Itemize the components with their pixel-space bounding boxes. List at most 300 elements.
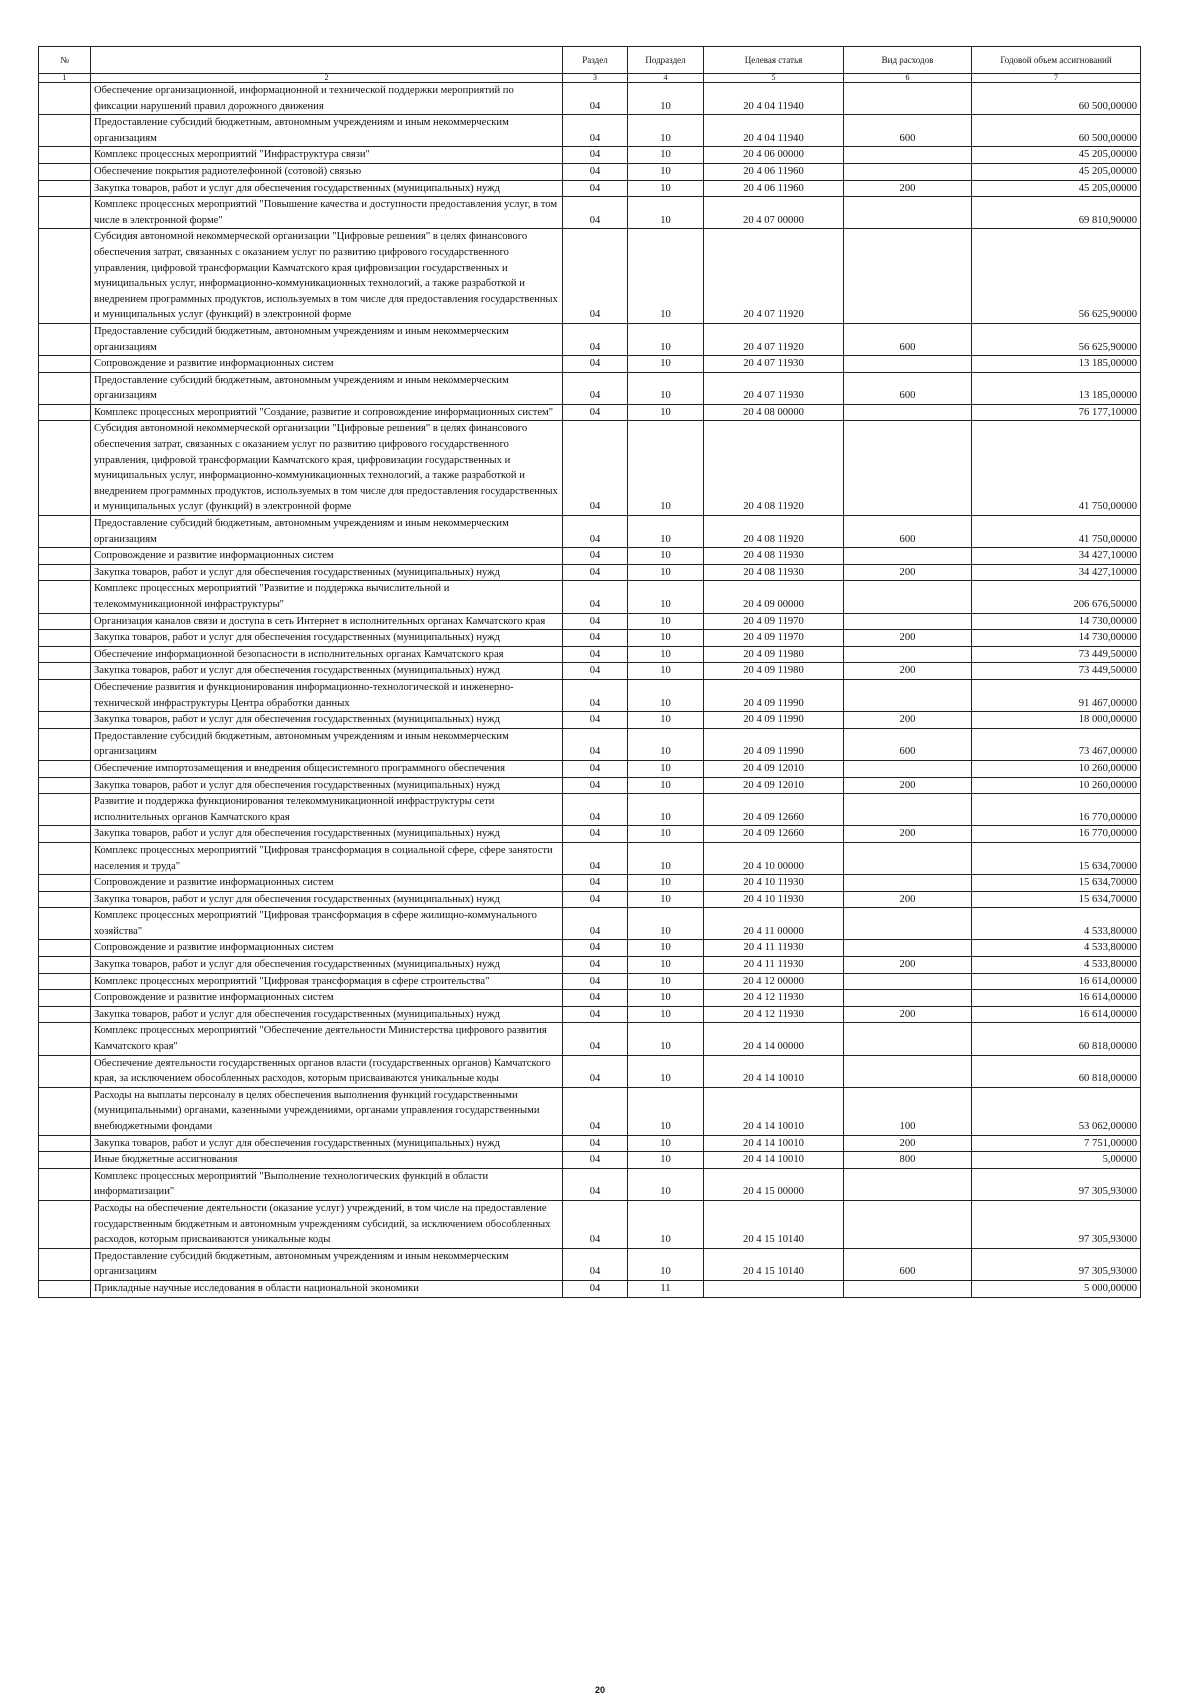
row-expense-type-cell: 200: [844, 712, 972, 729]
row-amount-cell: 34 427,10000: [972, 564, 1141, 581]
row-name-cell: Закупка товаров, работ и услуг для обеспечения государственных (муниципальных) нужд: [91, 1135, 563, 1152]
row-amount-cell: 60 500,00000: [972, 115, 1141, 147]
row-expense-type-cell: 200: [844, 1135, 972, 1152]
row-section-cell: 04: [563, 940, 628, 957]
row-target-cell: 20 4 11 11930: [704, 940, 844, 957]
header-expense-type: Вид расходов: [844, 47, 972, 74]
row-section-cell: 04: [563, 404, 628, 421]
row-amount-cell: 76 177,10000: [972, 404, 1141, 421]
column-number: 4: [628, 74, 704, 83]
column-number: 2: [91, 74, 563, 83]
row-target-cell: 20 4 06 00000: [704, 147, 844, 164]
row-number-cell: [39, 1248, 91, 1280]
row-target-cell: 20 4 09 11970: [704, 613, 844, 630]
row-name-cell: Обеспечение покрытия радиотелефонной (сотовой) связью: [91, 163, 563, 180]
row-expense-type-cell: [844, 581, 972, 613]
row-section-cell: 04: [563, 728, 628, 760]
row-number-cell: [39, 1135, 91, 1152]
row-target-cell: 20 4 10 11930: [704, 875, 844, 892]
table-row: [39, 891, 1141, 908]
row-section-cell: 04: [563, 1087, 628, 1135]
row-amount-cell: 60 818,00000: [972, 1023, 1141, 1055]
row-number-cell: [39, 83, 91, 115]
table-row: [39, 581, 1141, 613]
table-row: [39, 372, 1141, 404]
row-number-cell: [39, 679, 91, 711]
row-subsection-cell: 10: [628, 180, 704, 197]
row-number-cell: [39, 613, 91, 630]
table-row: [39, 1152, 1141, 1169]
row-name-cell: Закупка товаров, работ и услуг для обеспечения государственных (муниципальных) нужд: [91, 826, 563, 843]
row-subsection-cell: 10: [628, 147, 704, 164]
row-subsection-cell: 10: [628, 1248, 704, 1280]
row-name-cell: Развитие и поддержка функционирования телекоммуникационной инфраструктуры сети исполнительных органов Камчатского края: [91, 794, 563, 826]
row-amount-cell: 41 750,00000: [972, 516, 1141, 548]
row-number-cell: [39, 760, 91, 777]
row-target-cell: 20 4 12 11930: [704, 990, 844, 1007]
page-number: 20: [594, 1685, 605, 1695]
row-section-cell: 04: [563, 163, 628, 180]
row-section-cell: 04: [563, 1168, 628, 1200]
row-name-cell: Предоставление субсидий бюджетным, автономным учреждениям и иным некоммерческим организациям: [91, 1248, 563, 1280]
row-target-cell: 20 4 09 11970: [704, 630, 844, 647]
row-target-cell: 20 4 09 11990: [704, 712, 844, 729]
row-number-cell: [39, 163, 91, 180]
row-amount-cell: 4 533,80000: [972, 957, 1141, 974]
row-subsection-cell: 10: [628, 777, 704, 794]
row-amount-cell: 15 634,70000: [972, 891, 1141, 908]
row-subsection-cell: 10: [628, 1055, 704, 1087]
table-row: [39, 794, 1141, 826]
row-target-cell: 20 4 14 10010: [704, 1087, 844, 1135]
row-section-cell: 04: [563, 679, 628, 711]
row-target-cell: 20 4 14 10010: [704, 1152, 844, 1169]
row-section-cell: 04: [563, 891, 628, 908]
row-amount-cell: 73 449,50000: [972, 663, 1141, 680]
row-subsection-cell: 10: [628, 875, 704, 892]
row-name-cell: Закупка товаров, работ и услуг для обеспечения государственных (муниципальных) нужд: [91, 777, 563, 794]
row-subsection-cell: 10: [628, 548, 704, 565]
row-subsection-cell: 10: [628, 990, 704, 1007]
row-number-cell: [39, 940, 91, 957]
row-amount-cell: 16 614,00000: [972, 1006, 1141, 1023]
row-target-cell: 20 4 04 11940: [704, 83, 844, 115]
row-number-cell: [39, 564, 91, 581]
header-row: [39, 47, 1141, 74]
header-section: Раздел: [563, 47, 628, 74]
row-name-cell: Комплекс процессных мероприятий "Инфраструктура связи": [91, 147, 563, 164]
row-target-cell: 20 4 10 00000: [704, 842, 844, 874]
row-expense-type-cell: [844, 990, 972, 1007]
row-section-cell: 04: [563, 1055, 628, 1087]
row-amount-cell: 60 818,00000: [972, 1055, 1141, 1087]
row-expense-type-cell: 600: [844, 115, 972, 147]
row-subsection-cell: 10: [628, 516, 704, 548]
table-row: [39, 679, 1141, 711]
row-subsection-cell: 10: [628, 842, 704, 874]
row-subsection-cell: 10: [628, 115, 704, 147]
row-amount-cell: 4 533,80000: [972, 908, 1141, 940]
row-number-cell: [39, 1168, 91, 1200]
row-expense-type-cell: [844, 197, 972, 229]
table-row: [39, 777, 1141, 794]
row-expense-type-cell: 200: [844, 957, 972, 974]
table-row: [39, 940, 1141, 957]
row-name-cell: Обеспечение организационной, информационной и технической поддержки мероприятий по фиксации нарушений правил дорожного движения: [91, 83, 563, 115]
budget-table: [38, 46, 1141, 1298]
row-subsection-cell: 10: [628, 630, 704, 647]
row-amount-cell: 97 305,93000: [972, 1248, 1141, 1280]
row-section-cell: 04: [563, 794, 628, 826]
row-name-cell: Комплекс процессных мероприятий "Выполнение технологических функций в области информатизации": [91, 1168, 563, 1200]
header-subsection: Подраздел: [628, 47, 704, 74]
table-row: [39, 147, 1141, 164]
row-amount-cell: 14 730,00000: [972, 613, 1141, 630]
row-section-cell: 04: [563, 957, 628, 974]
row-subsection-cell: 10: [628, 908, 704, 940]
table-row: [39, 1280, 1141, 1297]
row-expense-type-cell: [844, 1055, 972, 1087]
row-subsection-cell: 10: [628, 826, 704, 843]
table-row: [39, 908, 1141, 940]
row-amount-cell: 10 260,00000: [972, 777, 1141, 794]
row-section-cell: 04: [563, 372, 628, 404]
row-section-cell: 04: [563, 147, 628, 164]
row-name-cell: Закупка товаров, работ и услуг для обеспечения государственных (муниципальных) нужд: [91, 630, 563, 647]
row-expense-type-cell: [844, 875, 972, 892]
row-expense-type-cell: 600: [844, 372, 972, 404]
table-row: [39, 163, 1141, 180]
row-amount-cell: 41 750,00000: [972, 421, 1141, 516]
row-amount-cell: 15 634,70000: [972, 842, 1141, 874]
row-amount-cell: 18 000,00000: [972, 712, 1141, 729]
row-target-cell: 20 4 09 11980: [704, 646, 844, 663]
row-subsection-cell: 10: [628, 940, 704, 957]
table-row: [39, 548, 1141, 565]
row-section-cell: 04: [563, 1248, 628, 1280]
row-name-cell: Закупка товаров, работ и услуг для обеспечения государственных (муниципальных) нужд: [91, 712, 563, 729]
row-section-cell: 04: [563, 1152, 628, 1169]
row-amount-cell: 4 533,80000: [972, 940, 1141, 957]
row-expense-type-cell: [844, 548, 972, 565]
row-expense-type-cell: [844, 760, 972, 777]
row-target-cell: 20 4 09 12660: [704, 794, 844, 826]
row-number-cell: [39, 728, 91, 760]
row-target-cell: 20 4 08 11920: [704, 421, 844, 516]
row-target-cell: 20 4 07 11930: [704, 372, 844, 404]
row-expense-type-cell: [844, 163, 972, 180]
table-row: [39, 180, 1141, 197]
row-amount-cell: 13 185,00000: [972, 372, 1141, 404]
row-target-cell: 20 4 08 11930: [704, 564, 844, 581]
row-target-cell: 20 4 12 00000: [704, 973, 844, 990]
table-row: [39, 1135, 1141, 1152]
row-expense-type-cell: [844, 794, 972, 826]
row-section-cell: 04: [563, 356, 628, 373]
row-subsection-cell: 10: [628, 712, 704, 729]
row-section-cell: 04: [563, 777, 628, 794]
row-number-cell: [39, 826, 91, 843]
row-expense-type-cell: [844, 1280, 972, 1297]
row-subsection-cell: 10: [628, 83, 704, 115]
row-subsection-cell: 10: [628, 891, 704, 908]
row-name-cell: Закупка товаров, работ и услуг для обеспечения государственных (муниципальных) нужд: [91, 180, 563, 197]
row-target-cell: 20 4 15 10140: [704, 1200, 844, 1248]
row-number-cell: [39, 516, 91, 548]
row-number-cell: [39, 646, 91, 663]
row-target-cell: 20 4 08 00000: [704, 404, 844, 421]
row-number-cell: [39, 891, 91, 908]
row-amount-cell: 13 185,00000: [972, 356, 1141, 373]
row-name-cell: Сопровождение и развитие информационных систем: [91, 990, 563, 1007]
row-section-cell: 04: [563, 83, 628, 115]
row-expense-type-cell: 200: [844, 826, 972, 843]
row-number-cell: [39, 404, 91, 421]
row-target-cell: 20 4 15 10140: [704, 1248, 844, 1280]
row-target-cell: [704, 1280, 844, 1297]
row-name-cell: Комплекс процессных мероприятий "Цифровая трансформация в сфере строительства": [91, 973, 563, 990]
row-name-cell: Сопровождение и развитие информационных систем: [91, 356, 563, 373]
row-section-cell: 04: [563, 875, 628, 892]
row-name-cell: Предоставление субсидий бюджетным, автономным учреждениям и иным некоммерческим организациям: [91, 372, 563, 404]
table-row: [39, 229, 1141, 324]
table-row: [39, 760, 1141, 777]
row-section-cell: 04: [563, 663, 628, 680]
row-name-cell: Комплекс процессных мероприятий "Повышение качества и доступности предоставления услуг, в том числе в электронной форме": [91, 197, 563, 229]
table-row: [39, 564, 1141, 581]
row-amount-cell: 53 062,00000: [972, 1087, 1141, 1135]
row-name-cell: Обеспечение деятельности государственных органов власти (государственных органов) Камчатского края, за исключением обособленных расходов, которым присваиваются уникальные коды: [91, 1055, 563, 1087]
row-number-cell: [39, 990, 91, 1007]
row-name-cell: Обеспечение информационной безопасности в исполнительных органах Камчатского края: [91, 646, 563, 663]
row-name-cell: Закупка товаров, работ и услуг для обеспечения государственных (муниципальных) нужд: [91, 957, 563, 974]
row-section-cell: 04: [563, 712, 628, 729]
row-section-cell: 04: [563, 229, 628, 324]
row-expense-type-cell: 800: [844, 1152, 972, 1169]
row-target-cell: 20 4 07 00000: [704, 197, 844, 229]
header-target: Целевая статья: [704, 47, 844, 74]
row-section-cell: 04: [563, 197, 628, 229]
row-number-cell: [39, 908, 91, 940]
table-row: [39, 973, 1141, 990]
table-row: [39, 613, 1141, 630]
row-name-cell: Комплекс процессных мероприятий "Цифровая трансформация в сфере жилищно-коммунального хозяйства": [91, 908, 563, 940]
row-target-cell: 20 4 08 11930: [704, 548, 844, 565]
table-row: [39, 404, 1141, 421]
row-subsection-cell: 10: [628, 229, 704, 324]
row-number-cell: [39, 180, 91, 197]
row-expense-type-cell: [844, 356, 972, 373]
row-amount-cell: 45 205,00000: [972, 180, 1141, 197]
row-name-cell: Сопровождение и развитие информационных систем: [91, 940, 563, 957]
row-name-cell: Прикладные научные исследования в области национальной экономики: [91, 1280, 563, 1297]
row-name-cell: Закупка товаров, работ и услуг для обеспечения государственных (муниципальных) нужд: [91, 663, 563, 680]
table-row: [39, 826, 1141, 843]
row-number-cell: [39, 356, 91, 373]
row-name-cell: Предоставление субсидий бюджетным, автономным учреждениям и иным некоммерческим организациям: [91, 728, 563, 760]
row-section-cell: 04: [563, 115, 628, 147]
table-row: [39, 663, 1141, 680]
row-section-cell: 04: [563, 990, 628, 1007]
row-expense-type-cell: [844, 147, 972, 164]
row-target-cell: 20 4 07 11930: [704, 356, 844, 373]
row-name-cell: Комплекс процессных мероприятий "Обеспечение деятельности Министерства цифрового развития Камчатского края": [91, 1023, 563, 1055]
header-amount: Годовой объем ассигнований: [972, 47, 1141, 74]
row-expense-type-cell: [844, 1168, 972, 1200]
row-amount-cell: 14 730,00000: [972, 630, 1141, 647]
table-row: [39, 990, 1141, 1007]
row-amount-cell: 97 305,93000: [972, 1200, 1141, 1248]
row-subsection-cell: 10: [628, 973, 704, 990]
row-number-cell: [39, 197, 91, 229]
row-section-cell: 04: [563, 760, 628, 777]
table-row: [39, 630, 1141, 647]
row-number-cell: [39, 548, 91, 565]
row-section-cell: 04: [563, 516, 628, 548]
row-subsection-cell: 10: [628, 1087, 704, 1135]
row-name-cell: Закупка товаров, работ и услуг для обеспечения государственных (муниципальных) нужд: [91, 1006, 563, 1023]
column-number: 5: [704, 74, 844, 83]
column-number: 6: [844, 74, 972, 83]
row-expense-type-cell: [844, 613, 972, 630]
row-section-cell: 04: [563, 548, 628, 565]
row-amount-cell: 5,00000: [972, 1152, 1141, 1169]
row-amount-cell: 45 205,00000: [972, 163, 1141, 180]
row-section-cell: 04: [563, 1023, 628, 1055]
row-name-cell: Комплекс процессных мероприятий "Создание, развитие и сопровождение информационных систем": [91, 404, 563, 421]
row-expense-type-cell: [844, 842, 972, 874]
table-row: [39, 875, 1141, 892]
row-subsection-cell: 10: [628, 613, 704, 630]
column-number-row: [39, 74, 1141, 83]
row-expense-type-cell: [844, 908, 972, 940]
row-name-cell: Расходы на обеспечение деятельности (оказание услуг) учреждений, в том числе на предоставление государственным бюджетным и автономным учреждениям субсидий, за исключением обособленных расходов, которым присваиваются уникальные коды: [91, 1200, 563, 1248]
row-name-cell: Субсидия автономной некоммерческой организации "Цифровые решения" в целях финансового обеспечения затрат, связанных с оказанием услуг по развитию цифрового государственного управления, цифровой трансформации Камчатского края цифровизации государственных и муниципальных услуг, информационно-коммуникационных технологий, а также разработкой и внедрением программных продуктов, используемых в том числе для предоставления государственных и муниципальных услуг (функций) в электронной форме: [91, 229, 563, 324]
row-expense-type-cell: [844, 646, 972, 663]
row-amount-cell: 10 260,00000: [972, 760, 1141, 777]
row-target-cell: 20 4 04 11940: [704, 115, 844, 147]
table-row: [39, 1087, 1141, 1135]
table-row: [39, 728, 1141, 760]
row-expense-type-cell: 600: [844, 1248, 972, 1280]
table-row: [39, 516, 1141, 548]
table-row: [39, 115, 1141, 147]
row-amount-cell: 56 625,90000: [972, 229, 1141, 324]
table-row: [39, 1168, 1141, 1200]
row-expense-type-cell: 200: [844, 564, 972, 581]
row-target-cell: 20 4 09 12010: [704, 777, 844, 794]
row-expense-type-cell: [844, 973, 972, 990]
row-target-cell: 20 4 12 11930: [704, 1006, 844, 1023]
row-amount-cell: 16 770,00000: [972, 794, 1141, 826]
row-expense-type-cell: [844, 404, 972, 421]
row-target-cell: 20 4 06 11960: [704, 163, 844, 180]
row-expense-type-cell: 200: [844, 630, 972, 647]
row-number-cell: [39, 323, 91, 355]
row-expense-type-cell: [844, 1200, 972, 1248]
table-row: [39, 712, 1141, 729]
row-section-cell: 04: [563, 1135, 628, 1152]
table-row: [39, 1023, 1141, 1055]
row-target-cell: 20 4 15 00000: [704, 1168, 844, 1200]
table-row: [39, 421, 1141, 516]
row-subsection-cell: 10: [628, 163, 704, 180]
row-subsection-cell: 10: [628, 197, 704, 229]
row-number-cell: [39, 115, 91, 147]
row-expense-type-cell: 100: [844, 1087, 972, 1135]
row-expense-type-cell: [844, 1023, 972, 1055]
row-target-cell: 20 4 07 11920: [704, 323, 844, 355]
row-expense-type-cell: 600: [844, 323, 972, 355]
row-subsection-cell: 10: [628, 646, 704, 663]
row-subsection-cell: 10: [628, 372, 704, 404]
row-expense-type-cell: 200: [844, 663, 972, 680]
row-amount-cell: 45 205,00000: [972, 147, 1141, 164]
row-number-cell: [39, 372, 91, 404]
row-number-cell: [39, 1023, 91, 1055]
row-number-cell: [39, 147, 91, 164]
row-number-cell: [39, 712, 91, 729]
row-number-cell: [39, 630, 91, 647]
row-target-cell: 20 4 14 10010: [704, 1135, 844, 1152]
row-section-cell: 04: [563, 564, 628, 581]
row-number-cell: [39, 842, 91, 874]
row-section-cell: 04: [563, 323, 628, 355]
row-number-cell: [39, 1280, 91, 1297]
table-row: [39, 356, 1141, 373]
row-section-cell: 04: [563, 908, 628, 940]
row-number-cell: [39, 229, 91, 324]
row-subsection-cell: 10: [628, 323, 704, 355]
row-target-cell: 20 4 09 11980: [704, 663, 844, 680]
row-subsection-cell: 10: [628, 581, 704, 613]
row-subsection-cell: 10: [628, 404, 704, 421]
row-amount-cell: 73 467,00000: [972, 728, 1141, 760]
row-target-cell: 20 4 10 11930: [704, 891, 844, 908]
column-number: 7: [972, 74, 1141, 83]
row-amount-cell: 5 000,00000: [972, 1280, 1141, 1297]
row-section-cell: 04: [563, 180, 628, 197]
row-subsection-cell: 10: [628, 356, 704, 373]
row-expense-type-cell: 600: [844, 728, 972, 760]
table-row: [39, 1055, 1141, 1087]
row-target-cell: 20 4 14 10010: [704, 1055, 844, 1087]
row-target-cell: 20 4 11 11930: [704, 957, 844, 974]
row-amount-cell: 206 676,50000: [972, 581, 1141, 613]
row-name-cell: Комплекс процессных мероприятий "Цифровая трансформация в социальной сфере, сфере занятости населения и труда": [91, 842, 563, 874]
row-section-cell: 04: [563, 646, 628, 663]
row-amount-cell: 73 449,50000: [972, 646, 1141, 663]
row-number-cell: [39, 663, 91, 680]
row-amount-cell: 7 751,00000: [972, 1135, 1141, 1152]
header-name: [91, 47, 563, 74]
row-amount-cell: 16 614,00000: [972, 973, 1141, 990]
row-amount-cell: 97 305,93000: [972, 1168, 1141, 1200]
row-target-cell: 20 4 09 11990: [704, 679, 844, 711]
budget-sheet: [38, 46, 1140, 1298]
column-number: 3: [563, 74, 628, 83]
table-row: [39, 1248, 1141, 1280]
row-target-cell: 20 4 06 11960: [704, 180, 844, 197]
row-number-cell: [39, 1055, 91, 1087]
row-number-cell: [39, 777, 91, 794]
row-subsection-cell: 11: [628, 1280, 704, 1297]
row-number-cell: [39, 957, 91, 974]
row-expense-type-cell: 200: [844, 777, 972, 794]
row-expense-type-cell: [844, 679, 972, 711]
row-name-cell: Комплекс процессных мероприятий "Развитие и поддержка вычислительной и телекоммуникационной инфраструктуры": [91, 581, 563, 613]
row-subsection-cell: 10: [628, 957, 704, 974]
